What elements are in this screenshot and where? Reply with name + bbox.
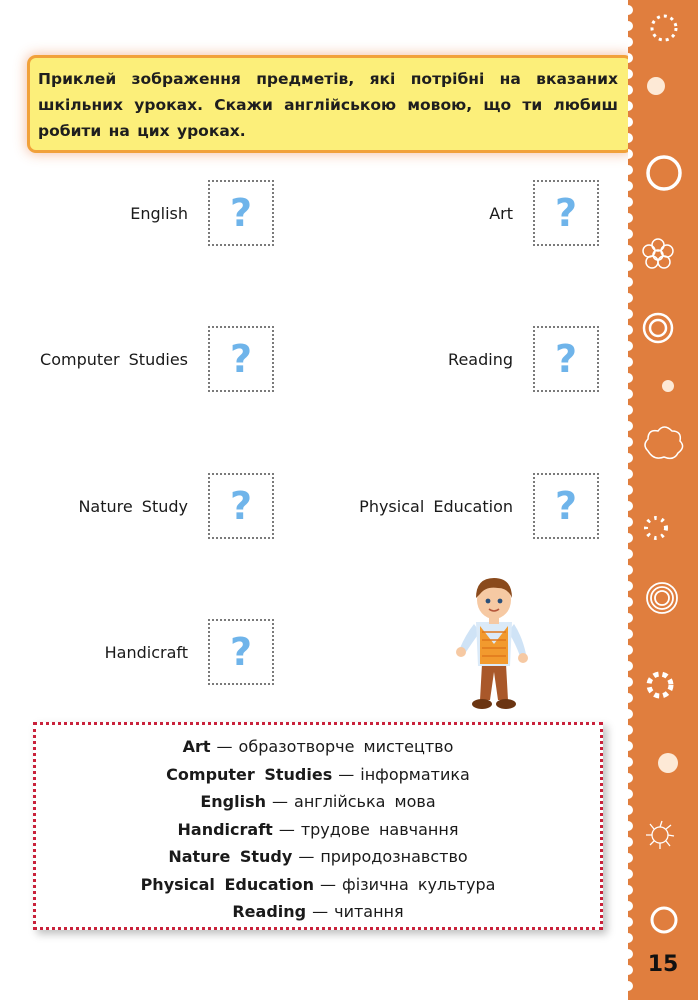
boy-character-icon [452,572,536,714]
subject-label: Computer Studies [40,350,188,369]
subject-item-physical-education [340,473,605,543]
subject-item-handicraft [40,619,280,689]
glossary-translation: образотворче мистецтво [238,737,454,756]
dotted-circle-icon [628,498,698,558]
glossary-row [36,761,600,789]
subject-item-nature-study [40,473,280,543]
cloud-outline-icon [628,415,698,475]
dot-icon [628,735,698,795]
question-mark-icon: ? [229,191,253,235]
image-placeholder[interactable] [208,326,274,392]
subject-label: Physical Education [359,497,513,516]
subject-label: Nature Study [78,497,188,516]
question-mark-icon: ? [229,630,253,674]
subject-item-english [40,180,280,250]
glossary-term: Art [182,737,211,756]
question-mark-icon: ? [554,337,578,381]
subject-item-computer-studies [20,326,280,396]
instruction-box [30,58,630,150]
glossary-translation: англійська мова [294,792,436,811]
image-placeholder[interactable] [208,180,274,246]
glossary-dash: — [278,819,295,839]
spiral-rings-icon [628,568,698,628]
ring-icon [628,890,698,950]
question-mark-icon: ? [229,484,253,528]
glossary-translation: інформатика [360,764,470,784]
glossary-dash: — [298,847,315,866]
subject-label: English [130,204,188,223]
question-mark-icon: ? [229,337,253,381]
glossary-term: Computer Studies [166,764,333,784]
glossary-dash: — [272,792,289,811]
glossary-dash: — [320,874,337,894]
question-mark-icon: ? [554,191,578,235]
glossary-term: Reading [232,902,307,921]
concentric-rings-icon [628,298,698,358]
swirl-icon [628,805,698,865]
ring-icon [628,143,698,203]
image-placeholder[interactable] [533,326,599,392]
glossary-translation: фізична культура [342,874,496,894]
glossary-row [36,733,600,761]
glossary-dash: — [216,737,233,756]
dashed-circle-icon [628,655,698,715]
glossary-dash: — [338,764,355,784]
image-placeholder[interactable] [533,180,599,246]
decorative-side-strip [628,0,698,1000]
instruction-text: Приклей зображення предметів, які потрібні на вказаних шкільних уроках. Скажи англійською мовою, що ти любиш робити на цих уроках. [38,70,618,140]
subject-label: Handicraft [104,643,188,662]
glossary-row [36,843,600,871]
image-placeholder[interactable] [533,473,599,539]
glossary-row [36,788,600,816]
subject-item-art [340,180,605,250]
glossary-row [36,816,600,844]
glossary-dash: — [312,902,329,921]
image-placeholder[interactable] [208,473,274,539]
subject-label: Art [489,204,513,223]
dotted-ring-icon [628,0,698,60]
glossary-translation: трудове навчання [300,819,459,839]
glossary-row [36,871,600,899]
question-mark-icon: ? [554,484,578,528]
glossary-term: Handicraft [177,819,273,839]
dot-icon [628,358,698,418]
page-number: 15 [647,952,679,977]
glossary-translation: природознавство [320,847,468,866]
glossary-term: Physical Education [140,874,315,894]
glossary-term: Nature Study [168,847,293,866]
flower-outline-icon [628,225,698,285]
dot-icon [628,58,698,118]
glossary-list [36,733,600,926]
subject-label: Reading [448,350,513,369]
subject-item-reading [340,326,605,396]
image-placeholder[interactable] [208,619,274,685]
glossary-term: English [200,792,267,811]
glossary-translation: читання [334,902,404,921]
glossary-row [36,898,600,926]
glossary-box [33,722,603,930]
